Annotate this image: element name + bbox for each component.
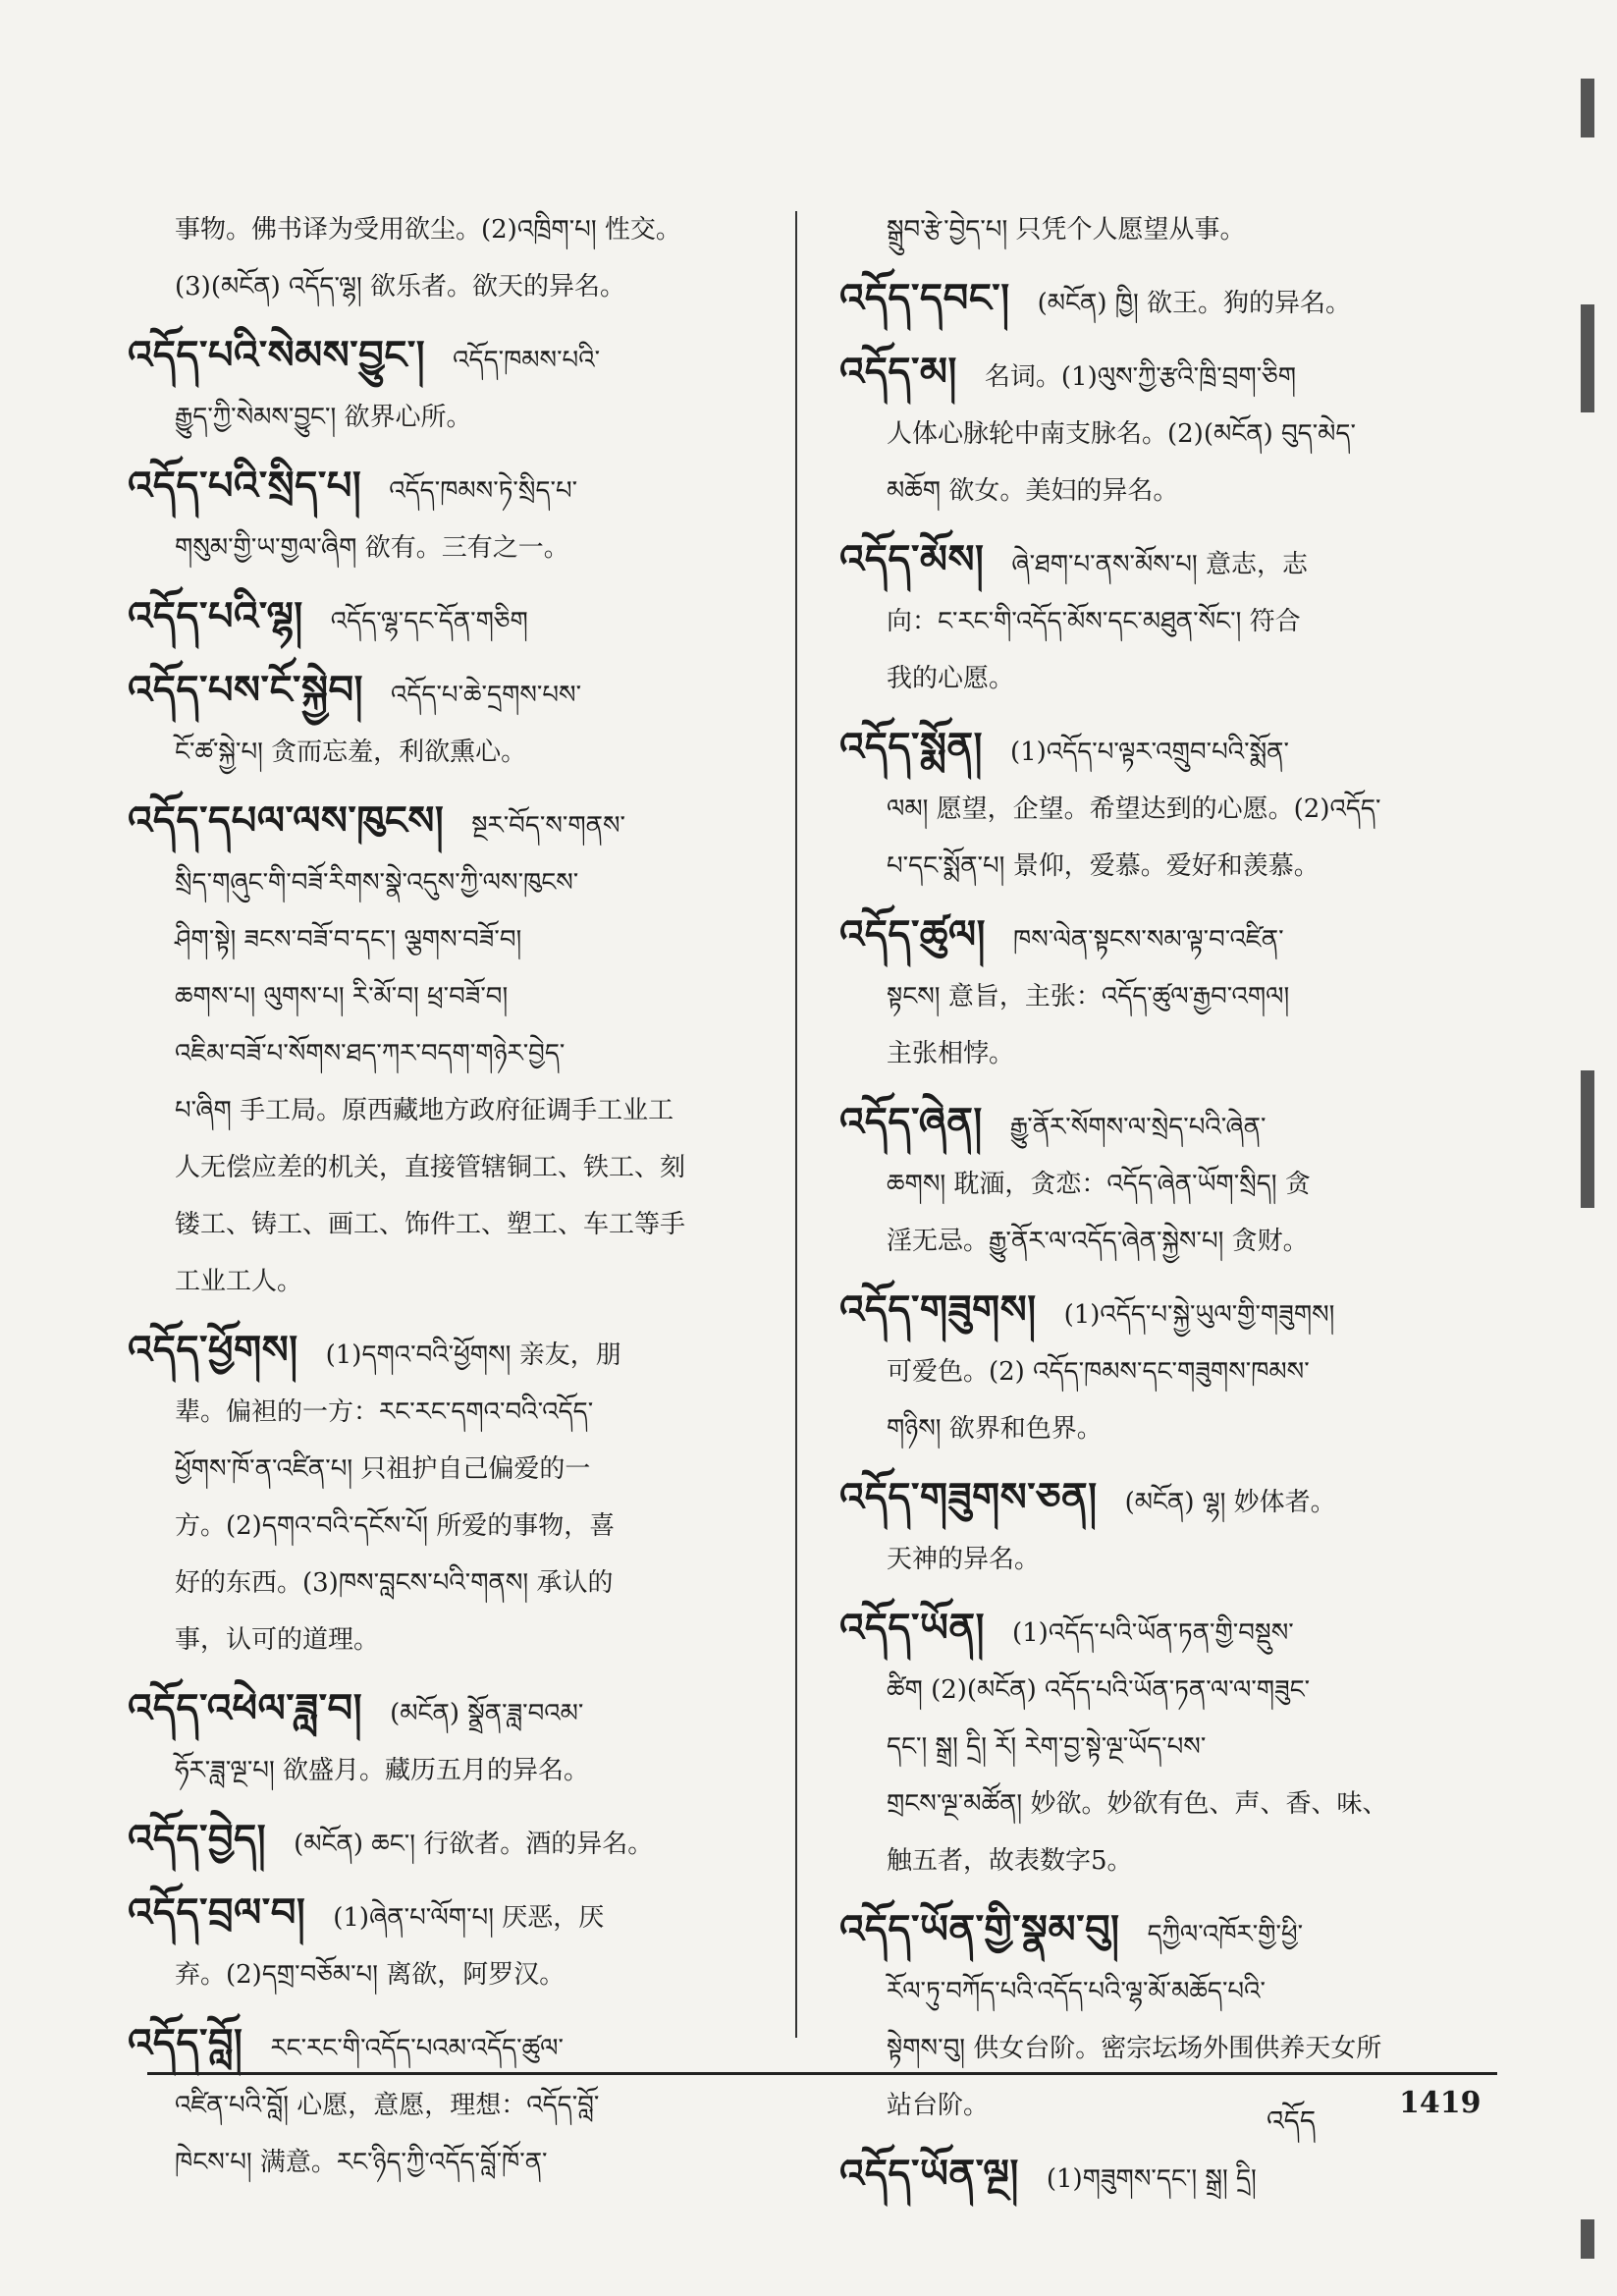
dictionary-entry <box>128 793 795 1310</box>
dictionary-entry <box>128 2015 795 2191</box>
dictionary-entry <box>839 531 1507 707</box>
entry-line <box>839 2020 1507 2077</box>
entry-definition: ཁས་ལེན་སྟངས་སམ་ལྟ་བ་འཛིན་ <box>1013 925 1284 955</box>
dictionary-entry <box>839 1600 1507 1889</box>
entry-line <box>128 2134 795 2191</box>
entry-line <box>128 2015 795 2077</box>
entry-line <box>128 1612 795 1668</box>
entry-definition: པ་ཞིག 手工局。原西藏地方政府征调手工业工 <box>175 1096 674 1125</box>
entry-line <box>128 1946 795 2003</box>
entry-definition: ཆགས། 耽湎，贪恋：འདོད་ཞེན་ཡོག་སྲིད། 贪 <box>887 1170 1311 1199</box>
dictionary-entry <box>839 270 1507 332</box>
entry-line <box>128 458 795 519</box>
entry-headword: འདོད་པའི་སེམས་བྱུང་། <box>128 333 426 378</box>
entry-definition: འཛིན་པའི་བློ། 心愿，意愿，理想：འདོད་བློ་ <box>175 2091 600 2120</box>
entry-definition: སྔར་བོད་ས་གནས་ <box>471 811 626 841</box>
entry-line <box>839 1719 1507 1776</box>
entry-line <box>128 854 795 911</box>
entry-definition: 人体心脉轮中南支脉名。(2)(མངོན) བུད་མེད་ <box>887 419 1356 449</box>
entry-definition: (མངོན) སྣྲོན་ཟླ་བའམ་ <box>390 1699 584 1728</box>
entry-line <box>128 1384 795 1441</box>
entry-headword: འདོད་ཚུལ། <box>839 912 987 957</box>
entry-definition: ཁེངས་པ། 满意。རང་ཉིད་ཀྱི་འདོད་བློ་ཁོ་ན་ <box>175 2148 548 2177</box>
entry-line <box>128 1253 795 1310</box>
entry-definition: 触五者，故表数字5。 <box>887 1846 1133 1876</box>
entry-line <box>128 588 795 650</box>
dictionary-entry <box>128 1680 795 1799</box>
entry-definition: (1)འདོད་པའི་ཡོན་ཏན་གྱི་བསྡུས་ <box>1011 1618 1294 1648</box>
dictionary-entry <box>128 588 795 650</box>
dictionary-entry <box>128 1885 795 2003</box>
dictionary-entry <box>839 1094 1507 1270</box>
entry-definition: དང་། སྒྲ། དྲི། རོ། རེག་བྱ་སྟེ་ལྔ་ཡོད་པས་ <box>887 1732 1207 1762</box>
entry-line <box>128 1811 795 1873</box>
entry-line <box>839 201 1507 258</box>
entry-line <box>128 1555 795 1612</box>
entry-headword: འདོད་ཡོན་གྱི་སྣམ་བུ། <box>839 1907 1120 1952</box>
entry-line <box>839 781 1507 838</box>
entry-line <box>128 1498 795 1555</box>
entry-headword: འདོད་བྱེད། <box>128 1817 267 1862</box>
entry-line <box>839 270 1507 332</box>
right-column <box>839 201 1507 2219</box>
entry-line <box>128 1742 795 1799</box>
entry-definition: སྟངས། 意旨，主张：འདོད་ཚུལ་རྒྱབ་འགལ། <box>887 982 1290 1011</box>
entry-definition: 事物。佛书译为受用欲尘。(2)འཁྲིག་པ། 性交。 <box>175 215 681 245</box>
entry-headword: འདོད་གཟུགས་ཅན། <box>839 1475 1098 1520</box>
entry-line <box>128 519 795 576</box>
entry-line <box>839 1094 1507 1156</box>
entry-line <box>128 1025 795 1082</box>
entry-line <box>128 2077 795 2134</box>
entry-line <box>128 1139 795 1196</box>
entry-line <box>128 968 795 1025</box>
dictionary-entry <box>839 719 1507 895</box>
entry-definition: (1)གཟུགས་དང་། སྒྲ། དྲི། <box>1046 2164 1257 2194</box>
entry-definition: འདོད་ལྷ་དང་དོན་གཅིག <box>330 607 528 636</box>
entry-line <box>839 1531 1507 1588</box>
dictionary-entry <box>839 344 1507 519</box>
running-head: འདོད <box>1267 2105 1317 2137</box>
entry-definition: རང་རང་གི་འདོད་པའམ་འདོད་ཚུལ་ <box>270 2034 564 2063</box>
entry-line <box>839 1662 1507 1719</box>
entry-definition: ཧོར་ཟླ་ལྔ་པ། 欲盛月。藏历五月的异名。 <box>175 1756 590 1785</box>
entry-definition: རོལ་ཏུ་བཀོད་པའི་འདོད་པའི་ལྷ་མོ་མཆོད་པའི་ <box>887 1977 1266 2006</box>
entry-definition: 站台阶。 <box>887 2091 990 2120</box>
entry-definition: 淫无忌。རྒྱུ་ནོར་ལ་འདོད་ཞེན་སྐྱེས་པ། 贪财。 <box>887 1227 1309 1256</box>
left-column <box>128 201 795 2203</box>
margin-binding-marks <box>1581 59 1600 2269</box>
entry-definition: ངོ་ཚ་སྐྱེ་པ། 贪而忘羞，利欲熏心。 <box>175 738 527 767</box>
entry-line <box>839 531 1507 593</box>
binding-mark <box>1581 304 1594 412</box>
entry-definition: གཉིས། 欲界和色界。 <box>887 1414 1103 1444</box>
binding-mark <box>1581 79 1594 137</box>
entry-line <box>839 719 1507 781</box>
entry-headword: འདོད་བྲལ་བ། <box>128 1890 306 1936</box>
dictionary-entry <box>128 1811 795 1873</box>
entry-line <box>839 1400 1507 1457</box>
entry-line <box>839 406 1507 463</box>
entry-line <box>839 650 1507 707</box>
entry-definition: མཆོག 欲女。美妇的异名。 <box>887 476 1179 506</box>
entry-line <box>839 1343 1507 1400</box>
entry-definition: (1)ཞེན་པ་ལོག་པ། 厌恶，厌 <box>333 1903 605 1933</box>
entry-headword: འདོད་སྨོན། <box>839 725 983 770</box>
entry-line <box>839 344 1507 406</box>
entry-definition: རྒྱུ་ནོར་སོགས་ལ་སྲེད་པའི་ཞེན་ <box>1009 1113 1267 1142</box>
entry-line <box>128 327 795 389</box>
entry-headword: འདོད་བློ། <box>128 2021 243 2066</box>
dictionary-entry <box>839 906 1507 1082</box>
entry-line <box>128 793 795 854</box>
entry-definition: འཇིམ་བཟོ་པ་སོགས་ཐད་ཀར་བདག་གཉེར་བྱེད་ <box>175 1039 566 1068</box>
entry-line <box>839 1963 1507 2020</box>
entry-definition: (མངོན) ཁྱི། 欲王。狗的异名。 <box>1037 289 1351 318</box>
entry-definition: 镂工、铸工、画工、饰件工、塑工、车工等手 <box>175 1210 686 1239</box>
entry-headword: འདོད་ཡོན་ལྔ། <box>839 2152 1019 2197</box>
entry-headword: འདོད་མོས། <box>839 537 985 582</box>
entry-line <box>839 1213 1507 1270</box>
entry-definition: 主张相悖。 <box>887 1039 1015 1068</box>
entry-definition: (3)(མངོན) འདོད་ལྷ། 欲乐者。欲天的异名。 <box>175 272 626 301</box>
entry-line <box>128 911 795 968</box>
entry-definition: 好的东西。(3)ཁས་བླངས་པའི་གནས། 承认的 <box>175 1568 614 1598</box>
entry-line <box>839 1901 1507 1963</box>
entry-line <box>128 1680 795 1742</box>
entry-headword: འདོད་པའི་ལྷ། <box>128 594 303 639</box>
entry-definition: གྲངས་ལྔ་མཚོན། 妙欲。妙欲有色、声、香、味、 <box>887 1789 1388 1819</box>
entry-definition: (1)འདོད་པ་ལྟར་འགྲུབ་པའི་སྨོན་ <box>1009 738 1289 767</box>
entry-headword: འདོད་དཔལ་ལས་ཁུངས། <box>128 798 445 844</box>
entry-definition: ཤིག་སྟེ། ཟངས་བཟོ་བ་དང་། ལྕགས་བཟོ་བ། <box>175 925 522 955</box>
entry-definition: 事，认可的道理。 <box>175 1625 380 1655</box>
footer-rule <box>147 2072 1497 2075</box>
entry-definition: འདོད་ཁམས་པའི་ <box>453 346 601 375</box>
entry-definition: འདོད་ཁམས་ཏེ་སྲིད་པ་ <box>389 476 578 506</box>
entry-definition: དཀྱིལ་འཁོར་གྱི་ཕྱི་ <box>1147 1920 1304 1949</box>
entry-line <box>839 1600 1507 1662</box>
dictionary-entry <box>128 201 795 315</box>
dictionary-entry <box>128 662 795 781</box>
entry-line <box>839 1025 1507 1082</box>
entry-headword: འདོད་པས་ངོ་སྐྱེབ། <box>128 668 363 713</box>
entry-line <box>128 1196 795 1253</box>
entry-definition: 方。(2)དགའ་བའི་དངོས་པོ། 所爱的事物，喜 <box>175 1511 616 1541</box>
entry-definition: ཆགས་པ། ལུགས་པ། རི་མོ་བ། ཕྲ་བཟོ་བ། <box>175 982 509 1011</box>
dictionary-entry <box>839 2146 1507 2208</box>
dictionary-entry <box>128 1322 795 1668</box>
entry-definition: སྲིད་གཞུང་གི་བཟོ་རིགས་སྣེ་འདུས་ཀྱི་ལས་ཁུངས་ <box>175 868 579 898</box>
entry-definition: 辈。偏袒的一方：རང་རང་དགའ་བའི་འདོད་ <box>175 1397 594 1427</box>
column-divider <box>795 211 797 2038</box>
entry-definition: སྒྲུབ་རྩེ་བྱེད་པ། 只凭个人愿望从事。 <box>887 215 1246 245</box>
entry-line <box>128 389 795 446</box>
entry-line <box>128 258 795 315</box>
entry-definition: ཕྱོགས་ཁོ་ན་འཛིན་པ། 只祖护自己偏爱的一 <box>175 1454 591 1484</box>
entry-line <box>128 662 795 724</box>
entry-line <box>839 1156 1507 1213</box>
entry-headword: འདོད་ཕྱོགས། <box>128 1328 298 1373</box>
entry-line <box>128 201 795 258</box>
dictionary-entry <box>128 458 795 576</box>
entry-line <box>839 1469 1507 1531</box>
page-number: 1419 <box>1399 2086 1482 2120</box>
entry-line <box>839 1832 1507 1889</box>
entry-definition: (མངོན) ལྷ། 妙体者。 <box>1124 1488 1336 1517</box>
entry-definition: སྟེགས་བུ། 供女台阶。密宗坛场外围供养天女所 <box>887 2034 1382 2063</box>
entry-line <box>128 1082 795 1139</box>
entry-definition: 我的心愿。 <box>887 664 1015 693</box>
entry-definition: 名词。(1)ལུས་ཀྱི་རྩའི་ཁྲི་བྲག་ཅིག <box>984 362 1296 392</box>
entry-line <box>839 906 1507 968</box>
binding-mark <box>1581 1070 1594 1208</box>
entry-definition: 天神的异名。 <box>887 1545 1041 1574</box>
entry-headword: འདོད་དབང་། <box>839 276 1010 321</box>
entry-line <box>128 724 795 781</box>
entry-headword: འདོད་མ། <box>839 350 957 395</box>
dictionary-entry <box>128 327 795 446</box>
entry-definition: ཚིག (2)(མངོན) འདོད་པའི་ཡོན་ཏན་ལ་ལ་གཟུང་ <box>887 1675 1311 1705</box>
entry-headword: འདོད་འཕེལ་ཟླ་བ། <box>128 1686 363 1731</box>
entry-line <box>839 968 1507 1025</box>
entry-line <box>839 593 1507 650</box>
entry-line <box>839 2146 1507 2208</box>
entry-definition: འདོད་པ་ཆེ་དྲགས་པས་ <box>390 681 582 710</box>
dictionary-entry <box>839 201 1507 258</box>
entry-headword: འདོད་པའི་སྲིད་པ། <box>128 464 362 509</box>
entry-headword: འདོད་ཡོན། <box>839 1606 985 1651</box>
entry-definition: 向：ང་རང་གི་འདོད་མོས་དང་མཐུན་སོང་། 符合 <box>887 607 1301 636</box>
entry-line <box>128 1441 795 1498</box>
entry-headword: འདོད་ཞེན། <box>839 1100 983 1145</box>
entry-definition: པ་དང་སྨོན་པ། 景仰，爱慕。爱好和羡慕。 <box>887 851 1320 881</box>
entry-line <box>128 1322 795 1384</box>
entry-definition: (1)འདོད་པ་སྐྱེ་ཡུལ་གྱི་གཟུགས། <box>1063 1300 1335 1330</box>
entry-definition: 弃。(2)དགྲ་བཅོམ་པ། 离欲，阿罗汉。 <box>175 1960 566 1990</box>
entry-definition: 可爱色。(2) འདོད་ཁམས་དང་གཟུགས་ཁམས་ <box>887 1357 1310 1387</box>
entry-line <box>839 463 1507 519</box>
dictionary-entry <box>839 1282 1507 1457</box>
entry-line <box>128 1885 795 1946</box>
entry-line <box>839 1282 1507 1343</box>
entry-definition: 工业工人。 <box>175 1267 303 1296</box>
entry-definition: གསུམ་གྱི་ཡ་གྱལ་ཞིག 欲有。三有之一。 <box>175 533 569 563</box>
dictionary-entry <box>839 1469 1507 1588</box>
entry-definition: ཞེ་ཐག་པ་ནས་མོས་པ། 意志，志 <box>1011 550 1308 579</box>
entry-definition: རྒྱུད་ཀྱི་སེམས་བྱུང་། 欲界心所。 <box>175 403 472 432</box>
entry-line <box>839 838 1507 895</box>
entry-definition: (མངོན) ཆང་། 行欲者。酒的异名。 <box>294 1830 654 1859</box>
entry-definition: 人无偿应差的机关，直接管辖铜工、铁工、刻 <box>175 1153 686 1182</box>
entry-line <box>839 1776 1507 1832</box>
binding-mark <box>1581 2219 1594 2259</box>
entry-headword: འདོད་གཟུགས། <box>839 1287 1037 1333</box>
entry-definition: ལམ། 愿望，企望。希望达到的心愿。(2)འདོད་ <box>887 794 1381 824</box>
entry-definition: (1)དགའ་བའི་ཕྱོགས། 亲友，朋 <box>325 1340 621 1370</box>
